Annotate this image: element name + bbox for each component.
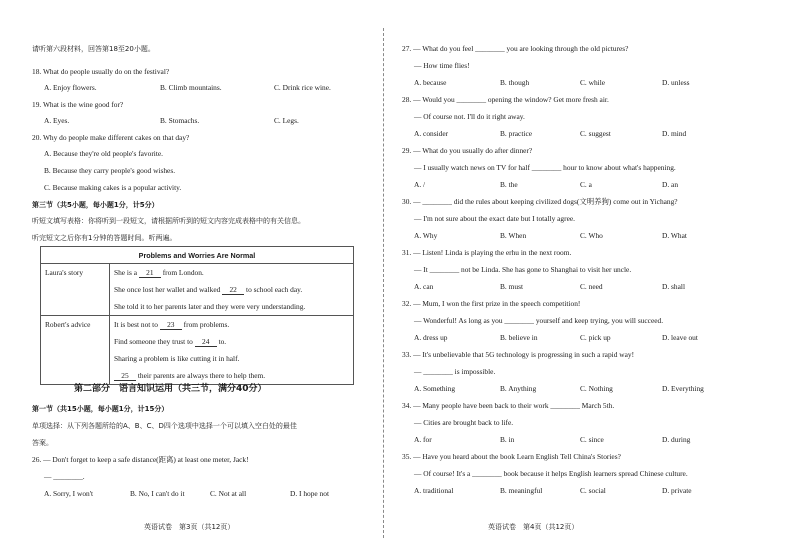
laura-line-1: She is a 21 from London. xyxy=(114,268,204,277)
q34-option-c: C. since xyxy=(580,435,604,444)
q34-option-a: A. for xyxy=(414,435,432,444)
q33-option-d: D. Everything xyxy=(662,384,704,393)
right-column xyxy=(402,0,774,560)
q26-option-d: D. I hope not xyxy=(290,489,329,498)
q19-option-b: B. Stomachs. xyxy=(160,116,200,125)
question-26-stem: 26. — Don't forget to keep a safe distance(距离) at least one meter, Jack! xyxy=(32,455,249,464)
left-column xyxy=(28,0,368,560)
question-32-reply: — Wonderful! As long as you ________ yourself and keep trying, you will succeed. xyxy=(414,316,664,325)
question-29-reply: — I usually watch news on TV for half ________ hour to know about what's happening. xyxy=(414,163,676,172)
q30-option-a: A. Why xyxy=(414,231,438,240)
q31-option-b: B. must xyxy=(500,282,523,291)
q29-option-a: A. / xyxy=(414,180,426,189)
question-29-stem: 29. — What do you usually do after dinner? xyxy=(402,146,533,155)
question-27-stem: 27. — What do you feel ________ you are looking through the old pictures? xyxy=(402,44,629,53)
q18-option-a: A. Enjoy flowers. xyxy=(44,83,97,92)
q35-option-d: D. private xyxy=(662,486,692,495)
laura-line-2: She once lost her wallet and walked 22 to school each day. xyxy=(114,285,303,294)
q35-option-c: C. social xyxy=(580,486,606,495)
q29-option-d: D. an xyxy=(662,180,679,189)
blank-23[interactable]: 23 xyxy=(160,320,182,330)
robert-line-3: Sharing a problem is like cutting it in half. xyxy=(114,354,240,363)
question-31-reply: — It ________ not be Linda. She has gone to Shanghai to visit her uncle. xyxy=(414,265,632,274)
section-3-instruction-2: 听完短文之后你有1分钟的答题时间。听两遍。 xyxy=(32,234,177,242)
q28-option-c: C. suggest xyxy=(580,129,611,138)
q30-option-b: B. When xyxy=(500,231,527,240)
section-1-instruction-2: 答案。 xyxy=(32,439,53,447)
q34-option-b: B. in xyxy=(500,435,515,444)
part-2-title: 第二部分 语言知识运用（共三节，满分40分） xyxy=(74,384,267,394)
q31-option-a: A. can xyxy=(414,282,434,291)
listening-intro: 请听第六段材料，回答第18至20小题。 xyxy=(32,45,155,53)
q33-option-c: C. Nothing xyxy=(580,384,613,393)
question-31-stem: 31. — Listen! Linda is playing the erhu in the next room. xyxy=(402,248,572,257)
section-1-title: 第一节（共15小题，每小题1分，计15分） xyxy=(32,405,169,413)
left-page-footer: 英语试卷 第3页（共12页） xyxy=(144,523,235,531)
section-3-instruction-1: 听短文填写表格：你将听到一段短文，请根据所听到的短文内容完成表格中的有关信息。 xyxy=(32,217,305,225)
question-32-stem: 32. — Mum, I won the first prize in the speech competition! xyxy=(402,299,581,308)
q27-option-b: B. though xyxy=(500,78,530,87)
q30-option-c: C. Who xyxy=(580,231,603,240)
robert-line-1: It is best not to 23 from problems. xyxy=(114,320,230,329)
q31-option-c: C. need xyxy=(580,282,603,291)
column-divider xyxy=(383,28,384,538)
q27-option-d: D. unless xyxy=(662,78,690,87)
blank-24[interactable]: 24 xyxy=(195,337,217,347)
q33-option-a: A. Something xyxy=(414,384,456,393)
q32-option-b: B. believe in xyxy=(500,333,538,342)
q18-option-c: C. Drink rice wine. xyxy=(274,83,331,92)
section-1-instruction-1: 单项选择：从下列各题所给的A、B、C、D四个选项中选择一个可以填入空白处的最佳 xyxy=(32,422,297,430)
question-19-stem: 19. What is the wine good for? xyxy=(32,100,124,109)
q35-option-a: A. traditional xyxy=(414,486,454,495)
q29-option-b: B. the xyxy=(500,180,518,189)
question-28-stem: 28. — Would you ________ opening the window? Get more fresh air. xyxy=(402,95,609,104)
q26-option-c: C. Not at all xyxy=(210,489,247,498)
question-30-stem: 30. — ________ did the rules about keeping civilized dogs(文明养狗) come out in Yichang? xyxy=(402,197,678,206)
q19-option-a: A. Eyes. xyxy=(44,116,70,125)
laura-name-cell: Laura's story xyxy=(41,264,110,316)
q19-option-c: C. Legs. xyxy=(274,116,299,125)
question-34-stem: 34. — Many people have been back to their work ________ March 5th. xyxy=(402,401,615,410)
robert-line-4: 25 their parents are always there to help them. xyxy=(114,367,353,384)
blank-21[interactable]: 21 xyxy=(139,268,161,278)
q30-option-d: D. What xyxy=(662,231,687,240)
problems-table xyxy=(40,246,354,385)
q32-option-d: D. leave out xyxy=(662,333,698,342)
q31-option-d: D. shall xyxy=(662,282,685,291)
right-page-footer: 英语试卷 第4页（共12页） xyxy=(488,523,579,531)
q28-option-d: D. mind xyxy=(662,129,687,138)
question-35-reply: — Of course! It's a ________ book because it helps English learners spread Chinese culture. xyxy=(414,469,688,478)
robert-name-cell: Robert's advice xyxy=(41,316,110,385)
q29-option-c: C. a xyxy=(580,180,592,189)
question-18-stem: 18. What do people usually do on the festival? xyxy=(32,67,170,76)
question-28-reply: — Of course not. I'll do it right away. xyxy=(414,112,525,121)
q34-option-d: D. during xyxy=(662,435,691,444)
section-3-title: 第三节（共5小题，每小题1分，计5分） xyxy=(32,201,159,209)
q27-option-a: A. because xyxy=(414,78,447,87)
robert-line-2: Find someone they trust to 24 to. xyxy=(114,337,227,346)
laura-line-3: She told it to her parents later and they were very understanding. xyxy=(114,302,306,311)
q26-option-b: B. No, I can't do it xyxy=(130,489,185,498)
question-34-reply: — Cities are brought back to life. xyxy=(414,418,514,427)
q27-option-c: C. while xyxy=(580,78,606,87)
q32-option-a: A. dress up xyxy=(414,333,448,342)
q20-option-b: B. Because they carry people's good wishes. xyxy=(44,166,176,175)
blank-25[interactable]: 25 xyxy=(114,371,136,381)
q20-option-a: A. Because they're old people's favorite. xyxy=(44,149,164,158)
q32-option-c: C. pick up xyxy=(580,333,611,342)
laura-content-cell xyxy=(110,264,354,316)
q26-option-a: A. Sorry, I won't xyxy=(44,489,94,498)
q20-option-c: C. Because making cakes is a popular activity. xyxy=(44,183,182,192)
q35-option-b: B. meaningful xyxy=(500,486,543,495)
question-20-stem: 20. Why do people make different cakes on that day? xyxy=(32,133,190,142)
q18-option-b: B. Climb mountains. xyxy=(160,83,222,92)
q33-option-b: B. Anything xyxy=(500,384,537,393)
question-26-reply: — ________. xyxy=(44,472,85,481)
question-27-reply: — How time flies! xyxy=(414,61,470,70)
table-header: Problems and Worries Are Normal xyxy=(41,247,354,264)
question-33-stem: 33. — It's unbelievable that 5G technology is progressing in such a rapid way! xyxy=(402,350,635,359)
question-30-reply: — I'm not sure about the exact date but I totally agree. xyxy=(414,214,575,223)
robert-content-cell xyxy=(110,316,354,385)
q28-option-a: A. consider xyxy=(414,129,449,138)
question-33-reply: — ________ is impossible. xyxy=(414,367,496,376)
blank-22[interactable]: 22 xyxy=(222,285,244,295)
question-35-stem: 35. — Have you heard about the book Learn English Tell China's Stories? xyxy=(402,452,621,461)
q28-option-b: B. practice xyxy=(500,129,533,138)
